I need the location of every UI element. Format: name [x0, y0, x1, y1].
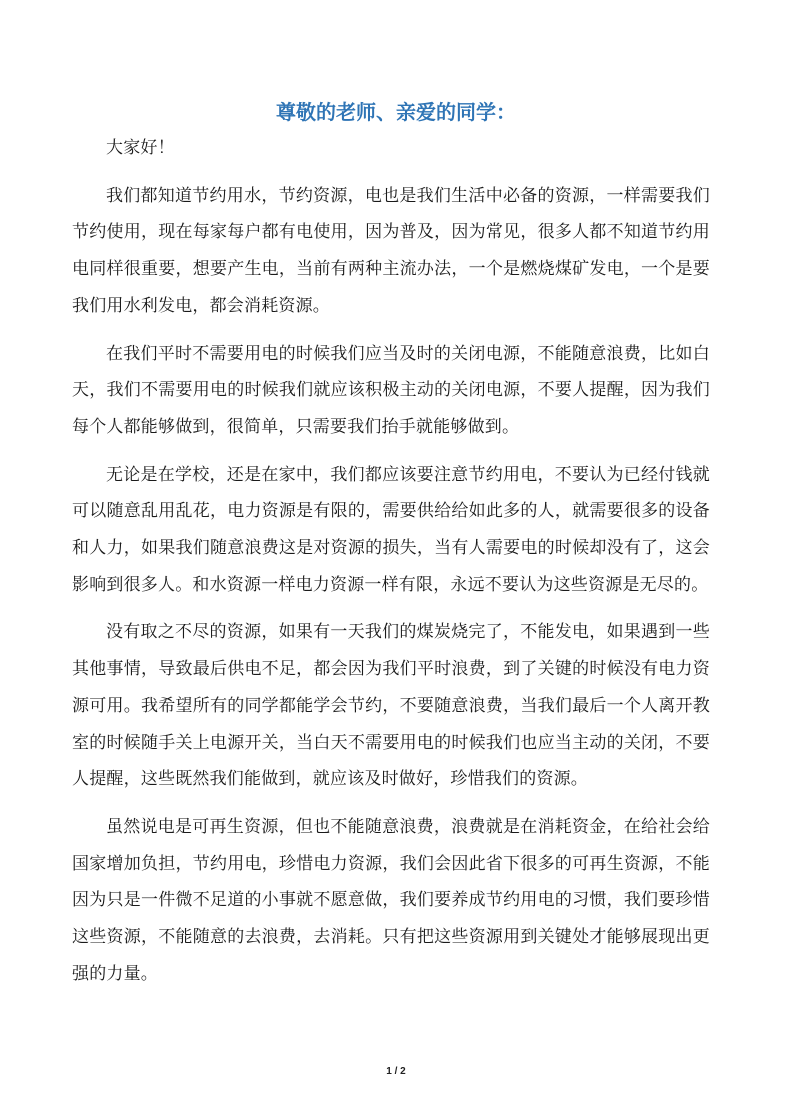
- body-paragraph-1: 我们都知道节约用水，节约资源，电也是我们生活中必备的资源，一样需要我们节约使用，现在每家每户都有电使用，因为普及，因为常见，很多人都不知道节约用电同样很重要，想要产生电，当前有两种主流办法，一个是燃烧煤矿发电，一个是要我们用水利发电，都会消耗资源。: [72, 185, 710, 316]
- document-title: 尊敬的老师、亲爱的同学：: [276, 100, 516, 124]
- body-paragraph-4: 没有取之不尽的资源，如果有一天我们的煤炭烧完了，不能发电，如果遇到一些其他事情，导致最后供电不足，都会因为我们平时浪费，到了关键的时候没有电力资源可用。我希望所有的同学都能学会节约，不要随意浪费，当我们最后一个人离开教室的时候随手关上电源开关，当白天不需要用电的时候我们也应当主动的关闭，不要人提醒，这些既然我们能做到，就应该及时做好，珍惜我们的资源。: [72, 622, 710, 790]
- greeting-paragraph: 大家好！: [106, 138, 175, 158]
- body-paragraph-2: 在我们平时不需要用电的时候我们应当及时的关闭电源，不能随意浪费，比如白天，我们不需要用电的时候我们就应该积极主动的关闭电源，不要人提醒，因为我们每个人都能够做到，很简单，只需要我们抬手就能够做到。: [72, 343, 710, 437]
- body-paragraph-5: 虽然说电是可再生资源，但也不能随意浪费，浪费就是在消耗资金，在给社会给国家增加负担，节约用电，珍惜电力资源，我们会因此省下很多的可再生资源，不能因为只是一件微不足道的小事就不愿意做，我们要养成节约用电的习惯，我们要珍惜这些资源，不能随意的去浪费，去消耗。只有把这些资源用到关键处才能够展现出更强的力量。: [72, 816, 710, 984]
- page-number: 1 / 2: [386, 1066, 406, 1077]
- body-paragraph-3: 无论是在学校，还是在家中，我们都应该要注意节约用电，不要认为已经付钱就可以随意乱用乱花，电力资源是有限的，需要供给给如此多的人，就需要很多的设备和人力，如果我们随意浪费这是对资源的损失，当有人需要电的时候却没有了，这会影响到很多人。和水资源一样电力资源一样有限，永远不要认为这些资源是无尽的。: [72, 464, 710, 595]
- document-body: [72, 130, 710, 1003]
